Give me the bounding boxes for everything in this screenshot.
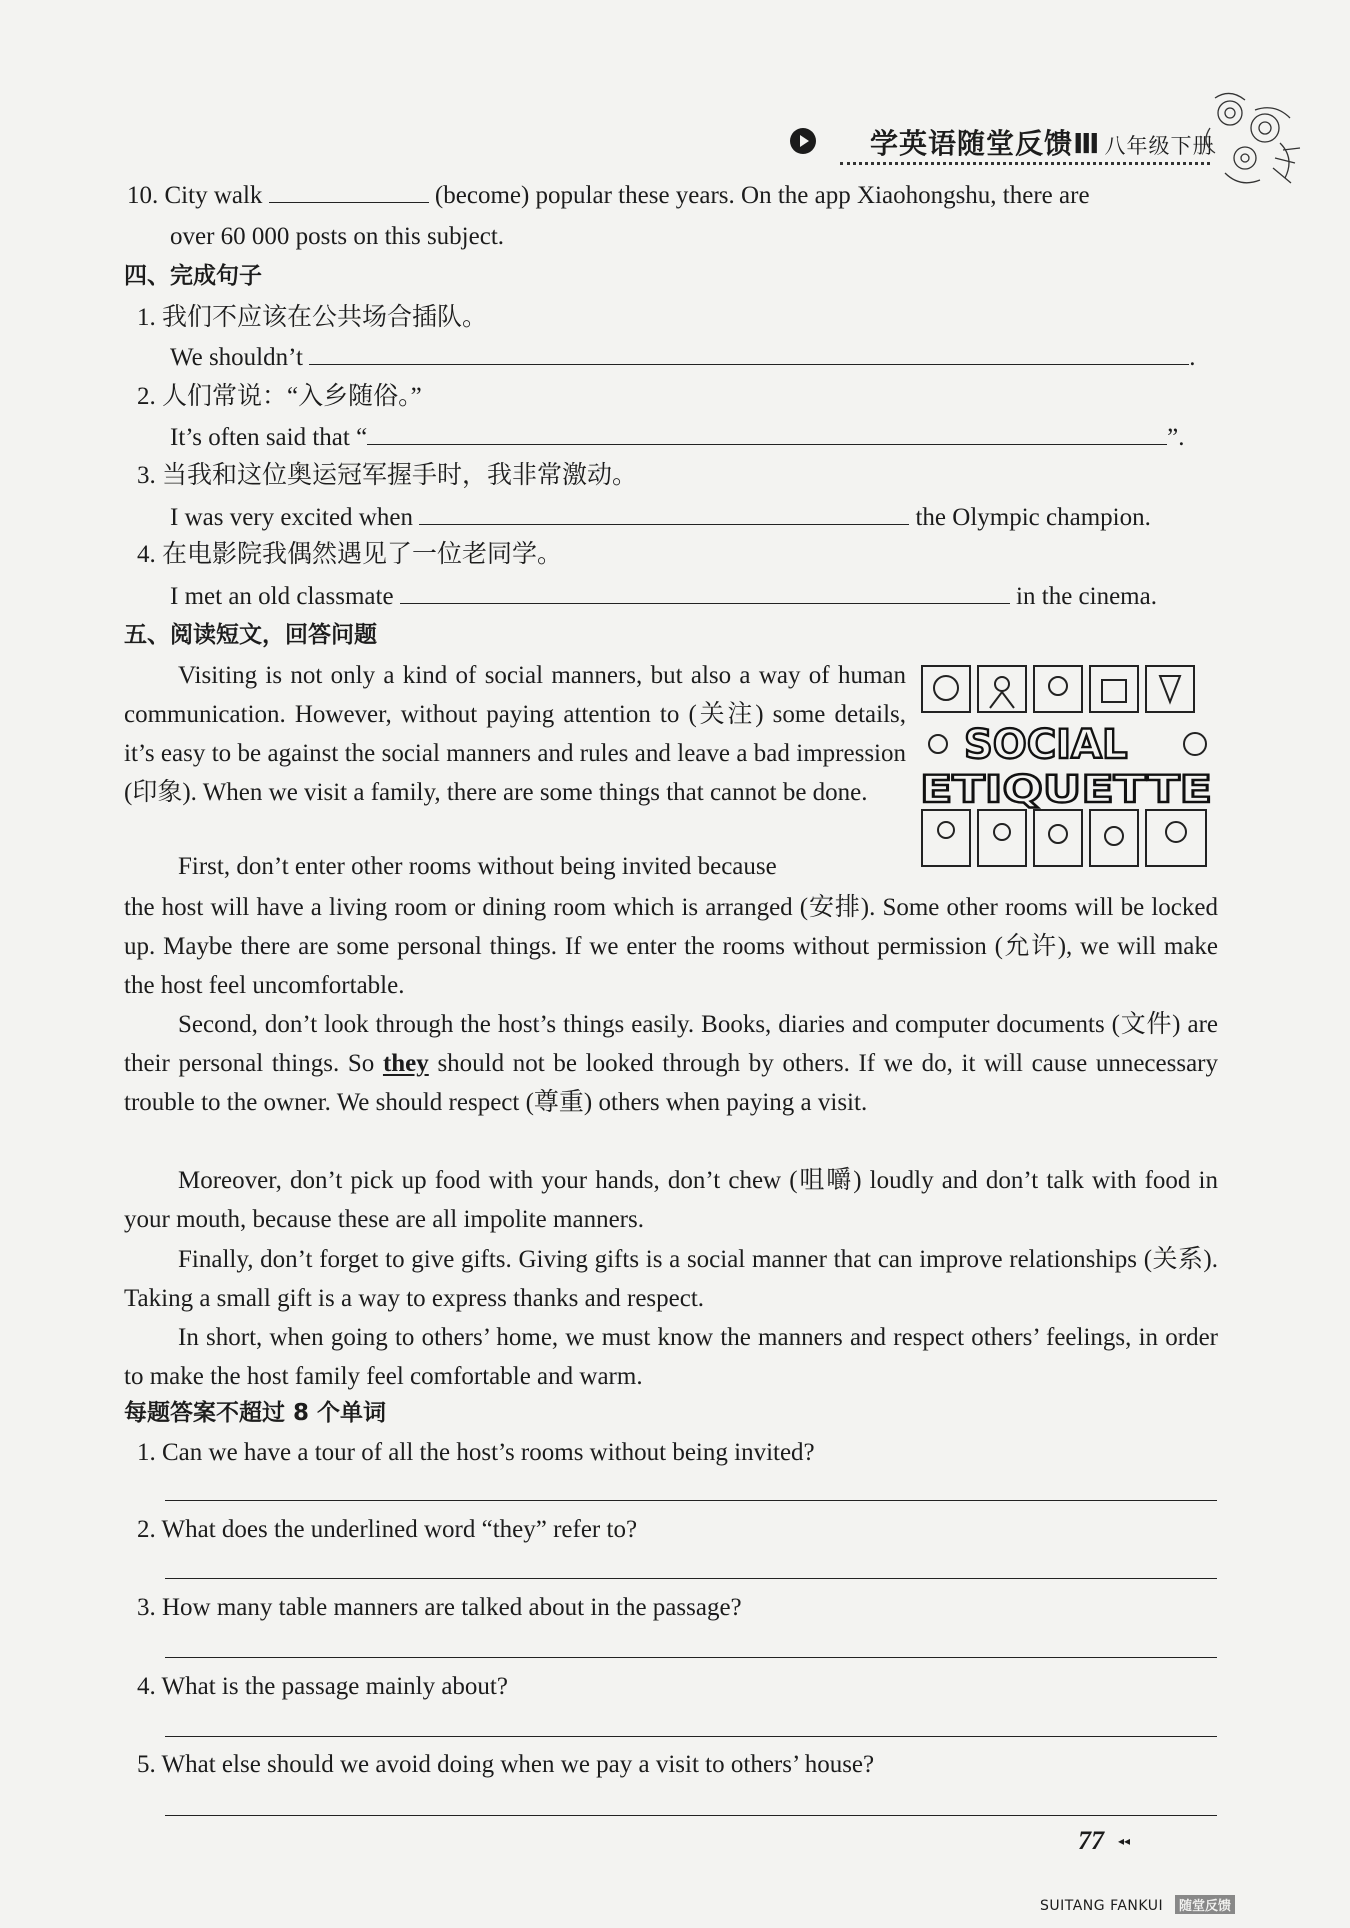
q10-line2: over 60 000 posts on this subject. [170, 223, 505, 250]
passage-para4: Moreover, don’t pick up food with your hands, don’t chew (咀嚼) loudly and don’t talk with food in your mouth, because these are all impolite manners. [124, 1167, 1218, 1233]
answer-instruction: 每题答案不超过 8 个单词 [124, 1400, 387, 1426]
s4-item1-en: We shouldn’t . [170, 344, 1196, 371]
s4-item3-cn: 3. 当我和这位奥运冠军握手时，我非常激动。 [137, 462, 638, 489]
section4-title: 四、完成句子 [124, 263, 262, 289]
answer-line-2[interactable] [165, 1578, 1217, 1579]
s4-item1-blank[interactable] [309, 342, 1189, 365]
passage-para5: Finally, don’t forget to give gifts. Giving gifts is a social manner that can improve relationships (关系). Taking a small gift is a way to express thanks and respect. [124, 1246, 1218, 1312]
question-1: 1. Can we have a tour of all the host’s rooms without being invited? [137, 1439, 815, 1466]
header-title: 学英语随堂反馈Ⅲ 八年级下册 [870, 127, 1215, 160]
s4-item2-blank[interactable] [367, 422, 1167, 445]
passage-para6: In short, when going to others’ home, we must know the manners and respect others’ feelings, in order to make the host family feel comfortable and warm. [124, 1324, 1218, 1390]
s4-item2-cn: 2. 人们常说：“入乡随俗。” [137, 383, 422, 410]
question-4: 4. What is the passage mainly about? [137, 1673, 508, 1700]
play-bullet-icon [790, 128, 816, 154]
answer-line-3[interactable] [165, 1657, 1217, 1658]
page-arrow-icon: ◂◂ [1118, 1834, 1131, 1848]
q10-answer-blank[interactable] [269, 180, 429, 203]
footer-badge: 随堂反馈 [1175, 1895, 1235, 1914]
s4-item4-cn: 4. 在电影院我偶然遇见了一位老同学。 [137, 541, 563, 568]
answer-line-4[interactable] [165, 1736, 1217, 1737]
question-5: 5. What else should we avoid doing when we pay a visit to others’ house? [137, 1751, 875, 1778]
passage-para3: Second, don’t look through the host’s things easily. Books, diaries and computer documents (文件) are their personal things. So they should not be looked through by others. If we do, it will cause unnecessary trouble to the owner. We should respect (尊重) others when paying a visit. [124, 1011, 1218, 1116]
answer-line-5[interactable] [165, 1815, 1217, 1816]
illustration-word-etiquette: ETIQUETTE [920, 768, 1212, 811]
header-dotted-rule [840, 162, 1210, 165]
q10-line1: 10. City walk (become) popular these years. On the app Xiaohongshu, there are [127, 182, 1090, 209]
header-subtitle: 八年级下册 [1104, 134, 1215, 158]
s4-item1-cn: 1. 我们不应该在公共场合插队。 [137, 304, 488, 331]
passage-para2-first: First, don’t enter other rooms without being invited because [178, 853, 777, 880]
question-3: 3. How many table manners are talked about in the passage? [137, 1594, 742, 1621]
answer-line-1[interactable] [165, 1500, 1217, 1501]
s4-item2-en: It’s often said that “ ”. [170, 424, 1185, 451]
footer-brand: SUITANG FANKUI [1040, 1898, 1164, 1914]
passage-para2-rest: the host will have a living room or dining room which is arranged (安排). Some other rooms will be locked up. Maybe there are some personal things. If we enter the rooms without permission (允许), we will make the host feel uncomfortable. [124, 894, 1218, 999]
s4-item3-blank[interactable] [419, 502, 909, 525]
passage-para1: Visiting is not only a kind of social manners, but also a way of human communication. However, without paying attention to (关注) some details, it’s easy to be against the social manners and rules and leave a bad impression (印象). When we visit a family, there are some things that cannot be done. [124, 662, 906, 806]
s4-item3-en: I was very excited when the Olympic champion. [170, 504, 1151, 531]
page-number: 77 [1078, 1826, 1104, 1855]
s4-item4-en: I met an old classmate in the cinema. [170, 583, 1157, 610]
decorative-flower-icon [1195, 88, 1305, 198]
underlined-word-they: they [382, 1050, 429, 1077]
section5-title: 五、阅读短文，回答问题 [124, 622, 377, 648]
s4-item4-blank[interactable] [400, 581, 1010, 604]
question-2: 2. What does the underlined word “they” refer to? [137, 1516, 638, 1543]
illustration-word-social: SOCIAL [964, 722, 1128, 768]
social-etiquette-illustration [920, 662, 1216, 874]
